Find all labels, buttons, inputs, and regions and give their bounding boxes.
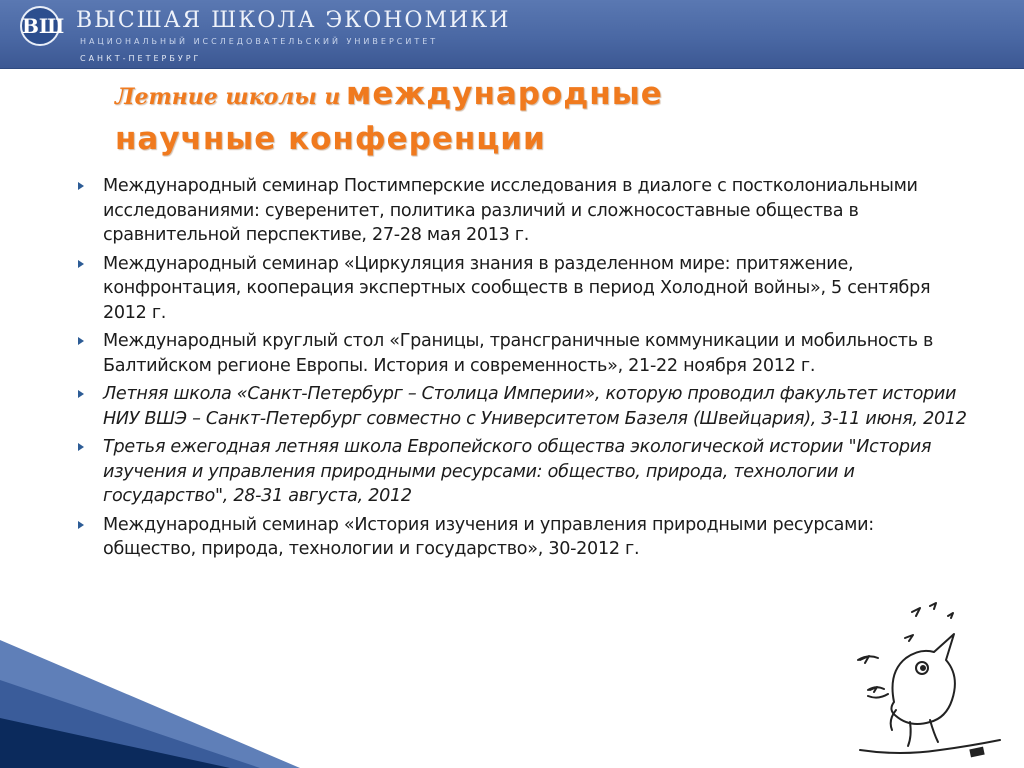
bullet-item: [78, 174, 968, 248]
triangle-bullet-icon: [78, 390, 84, 398]
brand-city: САНКТ-ПЕТЕРБУРГ: [80, 54, 202, 63]
logo-text: ВШ: [22, 14, 65, 38]
bullet-item: [78, 329, 968, 378]
bullet-text: Летняя школа «Санкт-Петербург – Столица Империи», которую проводил факультет истории НИУ ВШЭ – Санкт-Петербург совместно с Университетом Базеля (Швейцария), 3-11 июня, 2012: [103, 384, 967, 429]
brand-subtitle: НАЦИОНАЛЬНЫЙ ИССЛЕДОВАТЕЛЬСКИЙ УНИВЕРСИТЕТ: [80, 37, 439, 46]
bullet-list: [78, 174, 968, 566]
triangle-bullet-icon: [78, 260, 84, 268]
triangle-bullet-icon: [78, 182, 84, 190]
triangle-bullet-icon: [78, 521, 84, 529]
decorative-stripes: [0, 640, 300, 768]
hse-logo-icon: [20, 6, 65, 46]
bullet-item: [78, 435, 968, 509]
bullet-item: [78, 252, 968, 326]
brand-title: ВЫСШАЯ ШКОЛА ЭКОНОМИКИ: [76, 8, 511, 33]
bullet-item: [78, 513, 968, 562]
header-bar: [0, 0, 1024, 69]
slide-title-part2: международные научные конференции: [115, 76, 663, 157]
bullet-text: Международный круглый стол «Границы, трансграничные коммуникации и мобильность в Балтийском регионе Европы. История и современность», 21-22 ноября 2012 г.: [103, 331, 934, 376]
slide-title-part1: Летние школы и: [115, 84, 341, 110]
triangle-bullet-icon: [78, 337, 84, 345]
bullet-text: Международный семинар Постимперские исследования в диалоге с постколониальными исследованиями: суверенитет, политика различий и сложносоставные общества в сравнительной перспективе, 27-28 мая 2013 г.: [103, 176, 918, 245]
triangle-bullet-icon: [78, 443, 84, 451]
slide-title: [115, 74, 735, 164]
bullet-text: Международный семинар «Циркуляция знания в разделенном мире: притяжение, конфронтация, кооперация экспертных сообществ в период Холодной войны», 5 сентября 2012 г.: [103, 253, 931, 323]
bullet-text: Международный семинар «История изучения и управления природными ресурсами: общество, природа, технологии и государство», 30-2012 г.: [103, 514, 874, 559]
bullet-text: Третья ежегодная летняя школа Европейского общества экологической истории "История изучения и управления природными ресурсами: общество, природа, технологии и государство", 28-31 августа, 2012: [103, 437, 932, 506]
bullet-item: [78, 382, 968, 431]
bird-drawing-icon: [830, 598, 1020, 766]
